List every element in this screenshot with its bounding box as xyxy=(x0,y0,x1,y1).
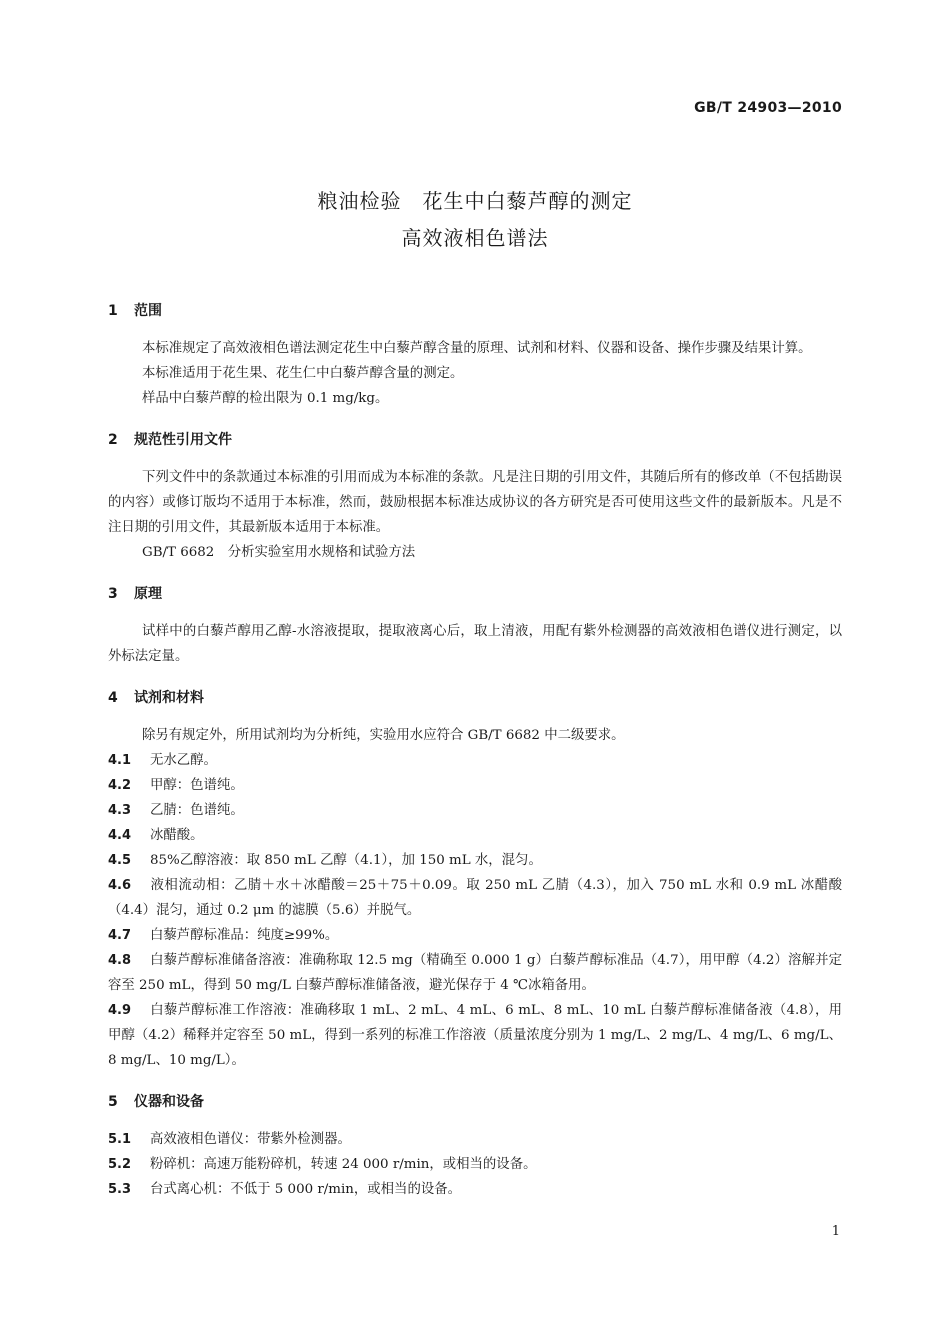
clause-text: 高效液相色谱仪：带紫外检测器。 xyxy=(150,1132,351,1147)
clause-text: 甲醇：色谱纯。 xyxy=(150,778,244,793)
clause-number: 5.3 xyxy=(108,1182,132,1197)
clause-number: 5.1 xyxy=(108,1132,132,1147)
section-heading-principle xyxy=(108,583,842,605)
clause-number: 4.7 xyxy=(108,928,132,943)
reference-entry: GB/T 6682 分析实验室用水规格和试验方法 xyxy=(142,545,416,560)
clause-item xyxy=(108,1177,842,1202)
section-heading-reagents xyxy=(108,687,842,709)
clause-item xyxy=(108,748,842,773)
section-title: 范围 xyxy=(134,303,162,319)
clause-item xyxy=(108,848,842,873)
document-title-line-1: 粮油检验 花生中白藜芦醇的测定 xyxy=(317,189,633,213)
clause-number: 4.2 xyxy=(108,778,132,793)
section-title: 规范性引用文件 xyxy=(134,432,232,448)
clause-text: 台式离心机：不低于 5 000 r/min，或相当的设备。 xyxy=(150,1182,462,1197)
clause-text: 乙腈：色谱纯。 xyxy=(150,803,244,818)
section-title: 原理 xyxy=(134,586,162,602)
clause-number: 4.9 xyxy=(108,1003,132,1018)
clause-number: 4.4 xyxy=(108,828,132,843)
clause-text: 无水乙醇。 xyxy=(150,753,217,768)
clause-item xyxy=(108,873,842,923)
document-title-line-2: 高效液相色谱法 xyxy=(401,226,549,250)
standard-number: GB/T 24903—2010 xyxy=(694,100,842,116)
clause-item xyxy=(108,773,842,798)
clause-text: 液相流动相：乙腈＋水＋冰醋酸＝25＋75＋0.09。取 250 mL 乙腈（4.3），加入 750 mL 水和 0.9 mL 冰醋酸（4.4）混匀，通过 0.2 μm 的滤膜（5.6）并脱气。 xyxy=(108,878,842,918)
clause-item xyxy=(108,998,842,1073)
section-heading-normative-references xyxy=(108,429,842,451)
clause-text: 白藜芦醇标准工作溶液：准确移取 1 mL、2 mL、4 mL、6 mL、8 mL、10 mL 白藜芦醇标准储备液（4.8），用甲醇（4.2）稀释并定容至 50 mL，得到一系列的标准工作溶液（质量浓度分别为 1 mg/L、2 mg/L、4 mg/L、6 mg/L、8 mg/L、10 mg/L）。 xyxy=(108,1003,842,1068)
section-number: 1 xyxy=(108,303,118,319)
document-body xyxy=(108,300,842,1202)
clause-item xyxy=(108,823,842,848)
paragraph: 本标准适用于花生果、花生仁中白藜芦醇含量的测定。 xyxy=(142,366,464,381)
clause-item xyxy=(108,948,842,998)
clause-number: 4.3 xyxy=(108,803,132,818)
paragraph: 下列文件中的条款通过本标准的引用而成为本标准的条款。凡是注日期的引用文件，其随后所有的修改单（不包括勘误的内容）或修订版均不适用于本标准，然而，鼓励根据本标准达成协议的各方研究是否可使用这些文件的最新版本。凡是不注日期的引用文件，其最新版本适用于本标准。 xyxy=(108,470,842,535)
page-number: 1 xyxy=(831,1224,840,1239)
clause-item xyxy=(108,1152,842,1177)
clause-item xyxy=(108,923,842,948)
clause-item xyxy=(108,798,842,823)
paragraph: 样品中白藜芦醇的检出限为 0.1 mg/kg。 xyxy=(142,391,389,406)
paragraph: 试样中的白藜芦醇用乙醇-水溶液提取，提取液离心后，取上清液，用配有紫外检测器的高效液相色谱仪进行测定，以外标法定量。 xyxy=(108,624,842,664)
clause-text: 白藜芦醇标准储备溶液：准确称取 12.5 mg（精确至 0.000 1 g）白藜芦醇标准品（4.7），用甲醇（4.2）溶解并定容至 250 mL，得到 50 mg/L 白藜芦醇标准储备液，避光保存于 4 ℃冰箱备用。 xyxy=(108,953,842,993)
clause-text: 粉碎机：高速万能粉碎机，转速 24 000 r/min，或相当的设备。 xyxy=(150,1157,537,1172)
clause-number: 4.5 xyxy=(108,853,132,868)
clause-text: 85%乙醇溶液：取 850 mL 乙醇（4.1），加 150 mL 水，混匀。 xyxy=(150,853,542,868)
clause-number: 4.6 xyxy=(108,878,132,893)
paragraph: 本标准规定了高效液相色谱法测定花生中白藜芦醇含量的原理、试剂和材料、仪器和设备、操作步骤及结果计算。 xyxy=(142,341,812,356)
section-heading-apparatus xyxy=(108,1091,842,1113)
clause-number: 4.8 xyxy=(108,953,132,968)
clause-text: 白藜芦醇标准品：纯度≥99%。 xyxy=(150,928,339,943)
clause-number: 4.1 xyxy=(108,753,132,768)
section-heading-scope xyxy=(108,300,842,322)
section-number: 3 xyxy=(108,586,118,602)
clause-number: 5.2 xyxy=(108,1157,132,1172)
section-title: 试剂和材料 xyxy=(134,690,204,706)
section-number: 4 xyxy=(108,690,118,706)
clause-item xyxy=(108,1127,842,1152)
section-title: 仪器和设备 xyxy=(134,1094,204,1110)
section-number: 2 xyxy=(108,432,118,448)
section-number: 5 xyxy=(108,1094,118,1110)
clause-text: 冰醋酸。 xyxy=(150,828,204,843)
paragraph: 除另有规定外，所用试剂均为分析纯，实验用水应符合 GB/T 6682 中二级要求。 xyxy=(142,728,625,743)
